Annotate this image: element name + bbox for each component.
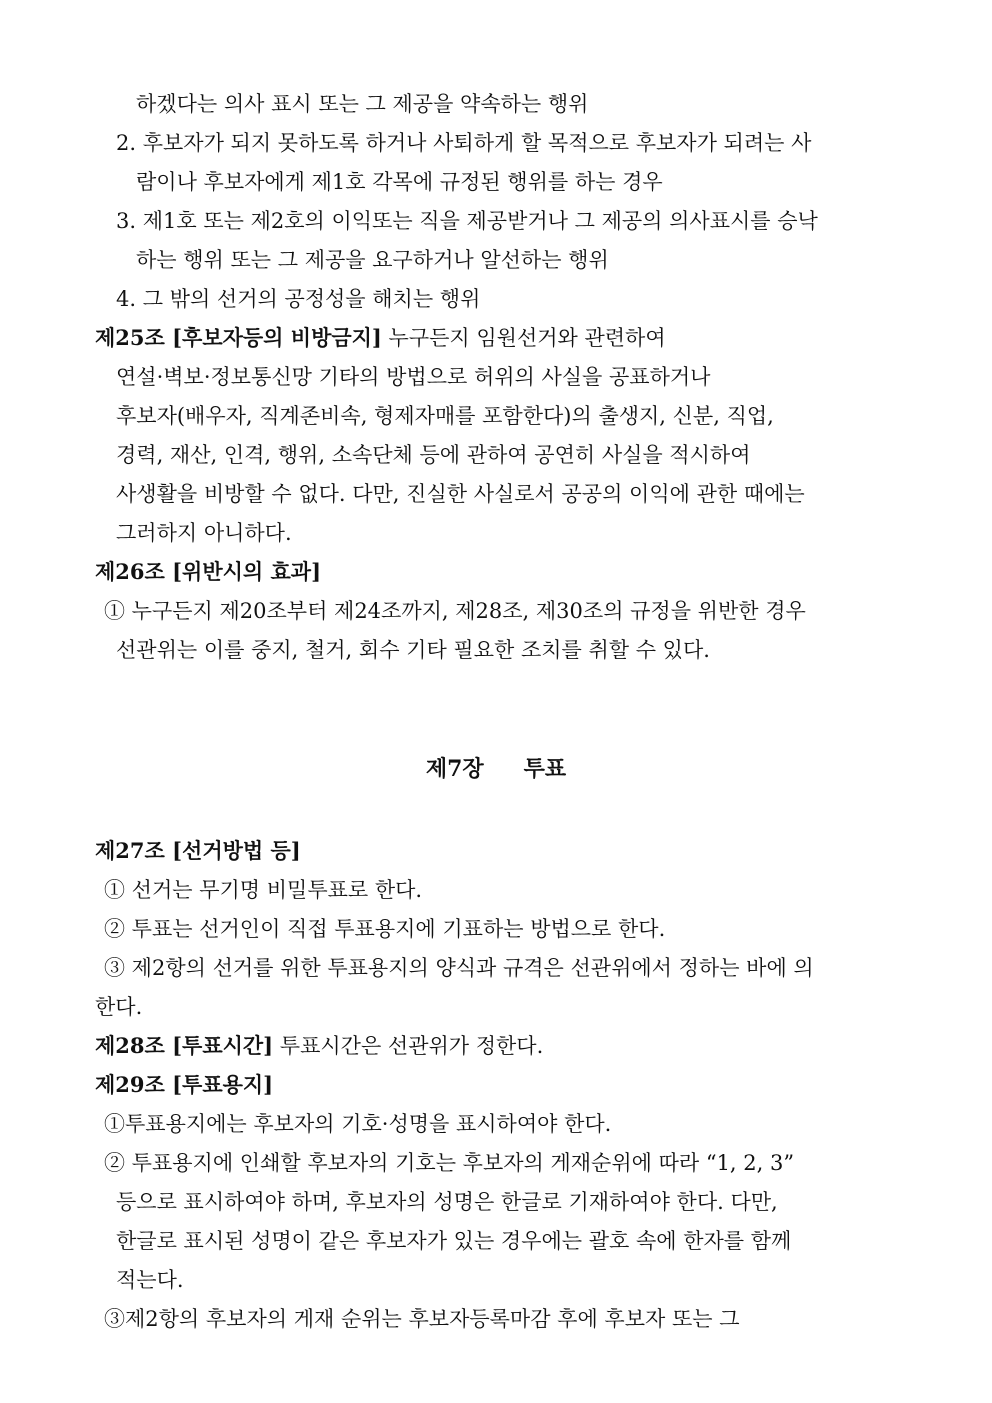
article26-para1-line1: ① 누구든지 제20조부터 제24조까지, 제28조, 제30조의 규정을 위반한 경우	[104, 599, 806, 623]
article29-para2-line1: ② 투표용지에 인쇄할 후보자의 기호는 후보자의 게재순위에 따라 “1, 2, 3”	[104, 1151, 795, 1175]
article27-heading: 제27조 [선거방법 등]	[95, 838, 301, 863]
article27-para3-line1: ③ 제2항의 선거를 위한 투표용지의 양식과 규격은 선관위에서 정하는 바에 의	[104, 956, 814, 980]
article29-para3-line1: ③제2항의 후보자의 게재 순위는 후보자등록마감 후에 후보자 또는 그	[104, 1307, 740, 1331]
article25-line6: 그러하지 아니하다.	[116, 521, 292, 545]
article29-para1: ①투표용지에는 후보자의 기호·성명을 표시하여야 한다.	[104, 1112, 612, 1136]
article25-line5: 사생활을 비방할 수 없다. 다만, 진실한 사실로서 공공의 이익에 관한 때에는	[116, 482, 805, 506]
article29-para2-line4: 적는다.	[116, 1268, 184, 1292]
item2-line1: 2. 후보자가 되지 못하도록 하거나 사퇴하게 할 목적으로 후보자가 되려는 사	[116, 131, 812, 155]
article29-para2-line3: 한글로 표시된 성명이 같은 후보자가 있는 경우에는 괄호 속에 한자를 함께	[116, 1229, 792, 1253]
chapter-title: 투표	[523, 756, 567, 782]
article25-line3: 후보자(배우자, 직계존비속, 형제자매를 포함한다)의 출생지, 신분, 직업,	[116, 404, 774, 428]
article29-heading: 제29조 [투표용지]	[95, 1072, 274, 1097]
article25-text: 누구든지 임원선거와 관련하여	[381, 326, 666, 350]
article26-heading: 제26조 [위반시의 효과]	[95, 559, 322, 584]
item4: 4. 그 밖의 선거의 공정성을 해치는 행위	[116, 287, 481, 311]
article25-line4: 경력, 재산, 인격, 행위, 소속단체 등에 관하여 공연히 사실을 적시하여	[116, 443, 751, 467]
article28-line	[95, 1031, 543, 1061]
chapter-number: 제7장	[425, 756, 484, 782]
article27-para3-line2: 한다.	[95, 995, 143, 1019]
article25-line2: 연설·벽보·정보통신망 기타의 방법으로 허위의 사실을 공표하거나	[116, 365, 711, 389]
article27-para2: ② 투표는 선거인이 직접 투표용지에 기표하는 방법으로 한다.	[104, 917, 666, 941]
chapter-heading	[0, 754, 992, 784]
article28-heading: 제28조 [투표시간]	[95, 1033, 274, 1058]
article26-para1-line2: 선관위는 이를 중지, 철거, 회수 기타 필요한 조치를 취할 수 있다.	[116, 638, 710, 662]
article25-heading: 제25조 [후보자등의 비방금지]	[95, 325, 382, 350]
item3-line1: 3. 제1호 또는 제2호의 이익또는 직을 제공받거나 그 제공의 의사표시를 승낙	[116, 209, 818, 233]
article27-para1: ① 선거는 무기명 비밀투표로 한다.	[104, 878, 423, 902]
article28-text: 투표시간은 선관위가 정한다.	[273, 1034, 544, 1058]
item3-line2: 하는 행위 또는 그 제공을 요구하거나 알선하는 행위	[136, 248, 609, 272]
item1-continuation: 하겠다는 의사 표시 또는 그 제공을 약속하는 행위	[136, 92, 589, 116]
article29-para2-line2: 등으로 표시하여야 하며, 후보자의 성명은 한글로 기재하여야 한다. 다만,	[116, 1190, 778, 1214]
item2-line2: 람이나 후보자에게 제1호 각목에 규정된 행위를 하는 경우	[136, 170, 663, 194]
article25-line1	[95, 323, 666, 353]
